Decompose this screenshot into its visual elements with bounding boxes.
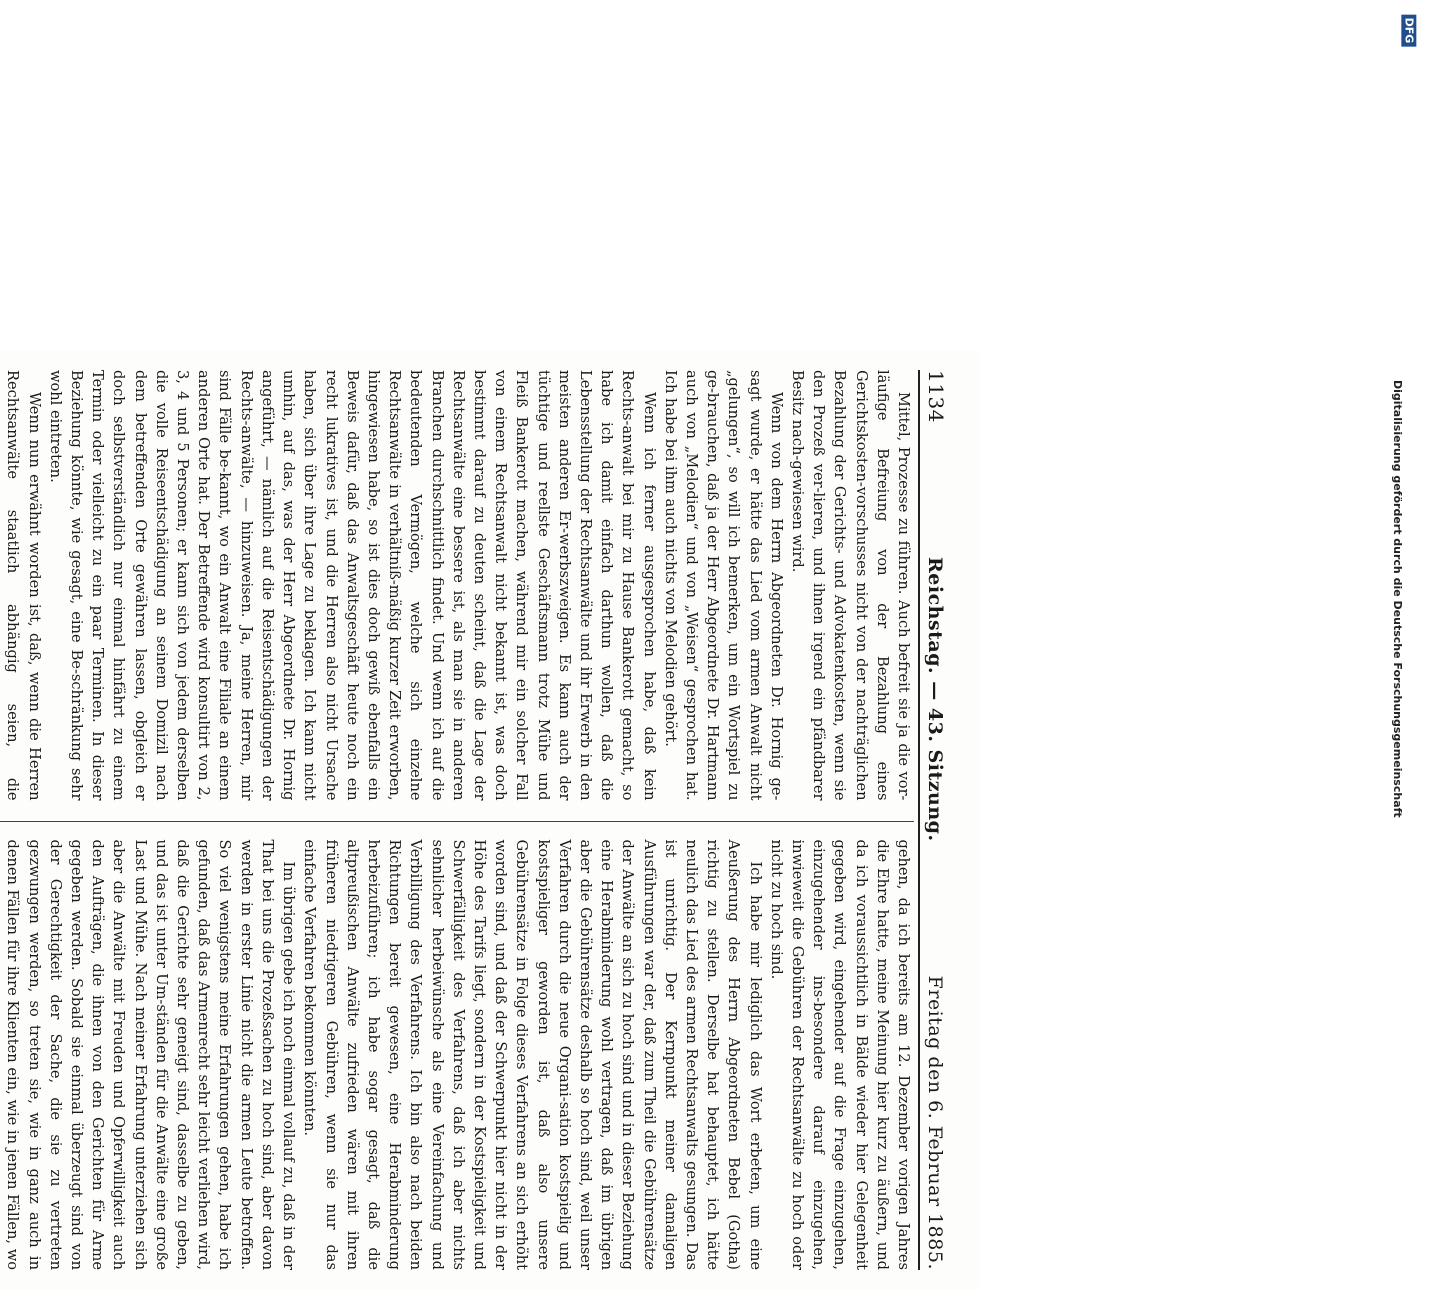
scanned-page [0,350,980,1290]
dfg-credit-strip [1390,10,1430,990]
paragraph: gehen, da ich bereits am 12. Dezember vorigen Jahres die Ehre hatte, meine Meinung hier kurz zu äußern, und da ich voraussichtlich in Bälde wieder hier Gelegenheit gegeben wird, eingehender auf die Frage einzugehen, einzugehender ins-besondere darauf einzugehen, inwieweit die Gebühren der Rechtsanwälte zu hoch oder nicht zu hoch sind. [767,839,912,1270]
paragraph: Ich habe mir lediglich das Wort erbeten, um eine Aeußerung des Herrn Abgeordneten Bebel (Gotha) richtig zu stellen. Derselbe hat behauptet, ich hätte neulich das Lied des armen Rechtsanwalts gesungen. Das ist unrichtig. Der Kernpunkt meiner damaligen Ausführungen war der, daß zum Theil die Gebührensätze der Anwälte an sich zu hoch sind und in dieser Beziehung eine Herabminderung wohl vertragen, daß im übrigen aber die Gebührensätze deshalb so hoch sind, weil unser Verfahren durch die neue Organi-sation kostspielig und kostspieliger geworden ist, daß also unsere Gebührensätze in Folge dieses Verfahrens an sich erhöht worden sind, und daß der Schwerpunkt hier nicht in der Höhe des Tarifs liegt, sondern in der Kostspieligkeit und Schwerfälligkeit des Verfahrens, daß ich aber nichts sehnlicher herbeiwünsche als eine Vereinfachung und Verbilligung des Verfahrens. Ich bin also nach beiden Richtungen bereit gewesen, eine Herabminderung herbeizuführen; ich habe sogar gesagt, daß die altpreußischen Anwälte zufrieden wären mit ihren früheren niedrigeren Gebühren, wenn sie nur das einfache Verfahren bekommen könnten. [301,839,764,1270]
paragraph: Wenn von dem Herrn Abgeordneten Dr. Hornig ge-sagt wurde, er hätte das Lied vom armen Anwalt nicht „gelungen“, so will ich bemerken, um ein Wortspiel zu ge-brauchen, daß ja der Herr Abgeordnete Dr. Hartmann auch von „Melodien“ und von „Weisen“ gesprochen hat. Ich habe bei ihm auch nichts von Melodien gehört. [661,370,785,801]
paragraph: Mittel, Prozesse zu führen. Auch befreit sie ja die vor-läufige Befreiung von der Bezahlung eines Gerichtskosten-vorschusses nicht von der nachträglichen Bezahlung der Gerichts- und Advokatenkosten, wenn sie den Prozeß ver-lieren, und ihnen irgend ein pfändbarer Besitz nach-gewiesen wird. [788,370,912,801]
text-columns [0,370,914,1270]
dfg-logo-icon: DFG [1392,10,1426,50]
digitization-credit: Digitalisierung gefördert durch die Deutsche Forschungsgemeinschaft [1391,380,1404,818]
paragraph: Wenn ich ferner ausgesprochen habe, daß kein Rechts-anwalt bei mir zu Hause Bankerott gemacht, so habe ich damit einfach darthun wollen, daß die Lebensstellung der Rechtsanwälte und ihr Erwerb in den meisten anderen Er-werbszweigen. Es kann auch der tüchtige und reellste Geschäftsmann trotz Mühe und Fleiß Bankerott machen, während mir ein solcher Fall von einem Rechtsanwalt nicht bekannt ist, was doch bestimmt darauf zu deuten scheint, daß die Lage der Rechtsanwälte eine bessere ist, als man sie in anderen Branchen durchschnittlich findet. Und wenn ich auf die bedeutenden Vermögen, welche sich einzelne Rechtsanwälte in verhältniß-mäßig kurzer Zeit erworben, hingewiesen habe, so ist dies doch gewiß ebenfalls ein Beweis dafür, daß das Anwaltsgeschäft heute noch ein recht lukratives ist, und die Herren also nicht Ursache haben, sich über ihre Lage zu beklagen. Ich kann nicht umhin, auf das, was der Herr Abgeordnete Dr. Hornig angeführt, — nämlich auf die Reisentschädigungen der Rechts-anwälte, — hinzuweisen. Ja, meine Herren, mir sind Fälle be-kannt, wo ein Anwalt eine Filiale an einem anderen Orte hat. Der Betreffende wird konsultirt von 2, 3, 4 und 5 Personen; er kann sich von jedem derselben die volle Reiseentschädigung an seinem Domizil nach dem betreffenden Orte gewähren lassen, obgleich er doch selbstverständlich nur einmal hinfährt zu einem Termin oder vielleicht zu ein paar Terminen. In dieser Beziehung könnte, wie gesagt, eine Be-schränkung sehr wohl eintreten. [46,370,658,801]
paragraph: Wenn nun erwähnt worden ist, daß, wenn die Herren Rechtsanwälte staatlich abhängig seien, die [4,370,43,801]
paragraph: Im übrigen gebe ich noch einmal vollauf zu, daß in der That bei uns die Prozeßsachen zu hoch sind, aber davon werden in erster Linie nicht die armen Leute betroffen. So viel wenigstens meine Erfahrungen gehen, habe ich gefunden, daß das Armenrecht sehr leicht verliehen wird, daß die Gerichte sehr geneigt sind, dasselbe zu geben, und das ist unter Um-ständen für die Anwälte eine große Last und Mühe. Nach meiner Erfahrung unterziehen sich aber die Anwälte mit Freuden und Opferwilligkeit auch den Aufträgen, die ihnen von den Gerichten für Arme gegeben werden. Sobald sie einmal überzeugt sind von der Gerechtigkeit der Sache, die sie zu vertreten gezwungen werden, so treten sie, wie in ganz auch in denen Fällen für ihre Klienten ein, wie in jenen Fällen, wo [4,839,298,1270]
left-column [0,370,914,801]
session-date: Freitag den 6. Februar 1885. [924,975,946,1270]
page-number: 1134 [924,370,948,423]
session-title: Reichstag. — 43. Sitzung. [924,556,946,842]
running-header [918,370,964,1270]
right-column [0,821,914,1271]
